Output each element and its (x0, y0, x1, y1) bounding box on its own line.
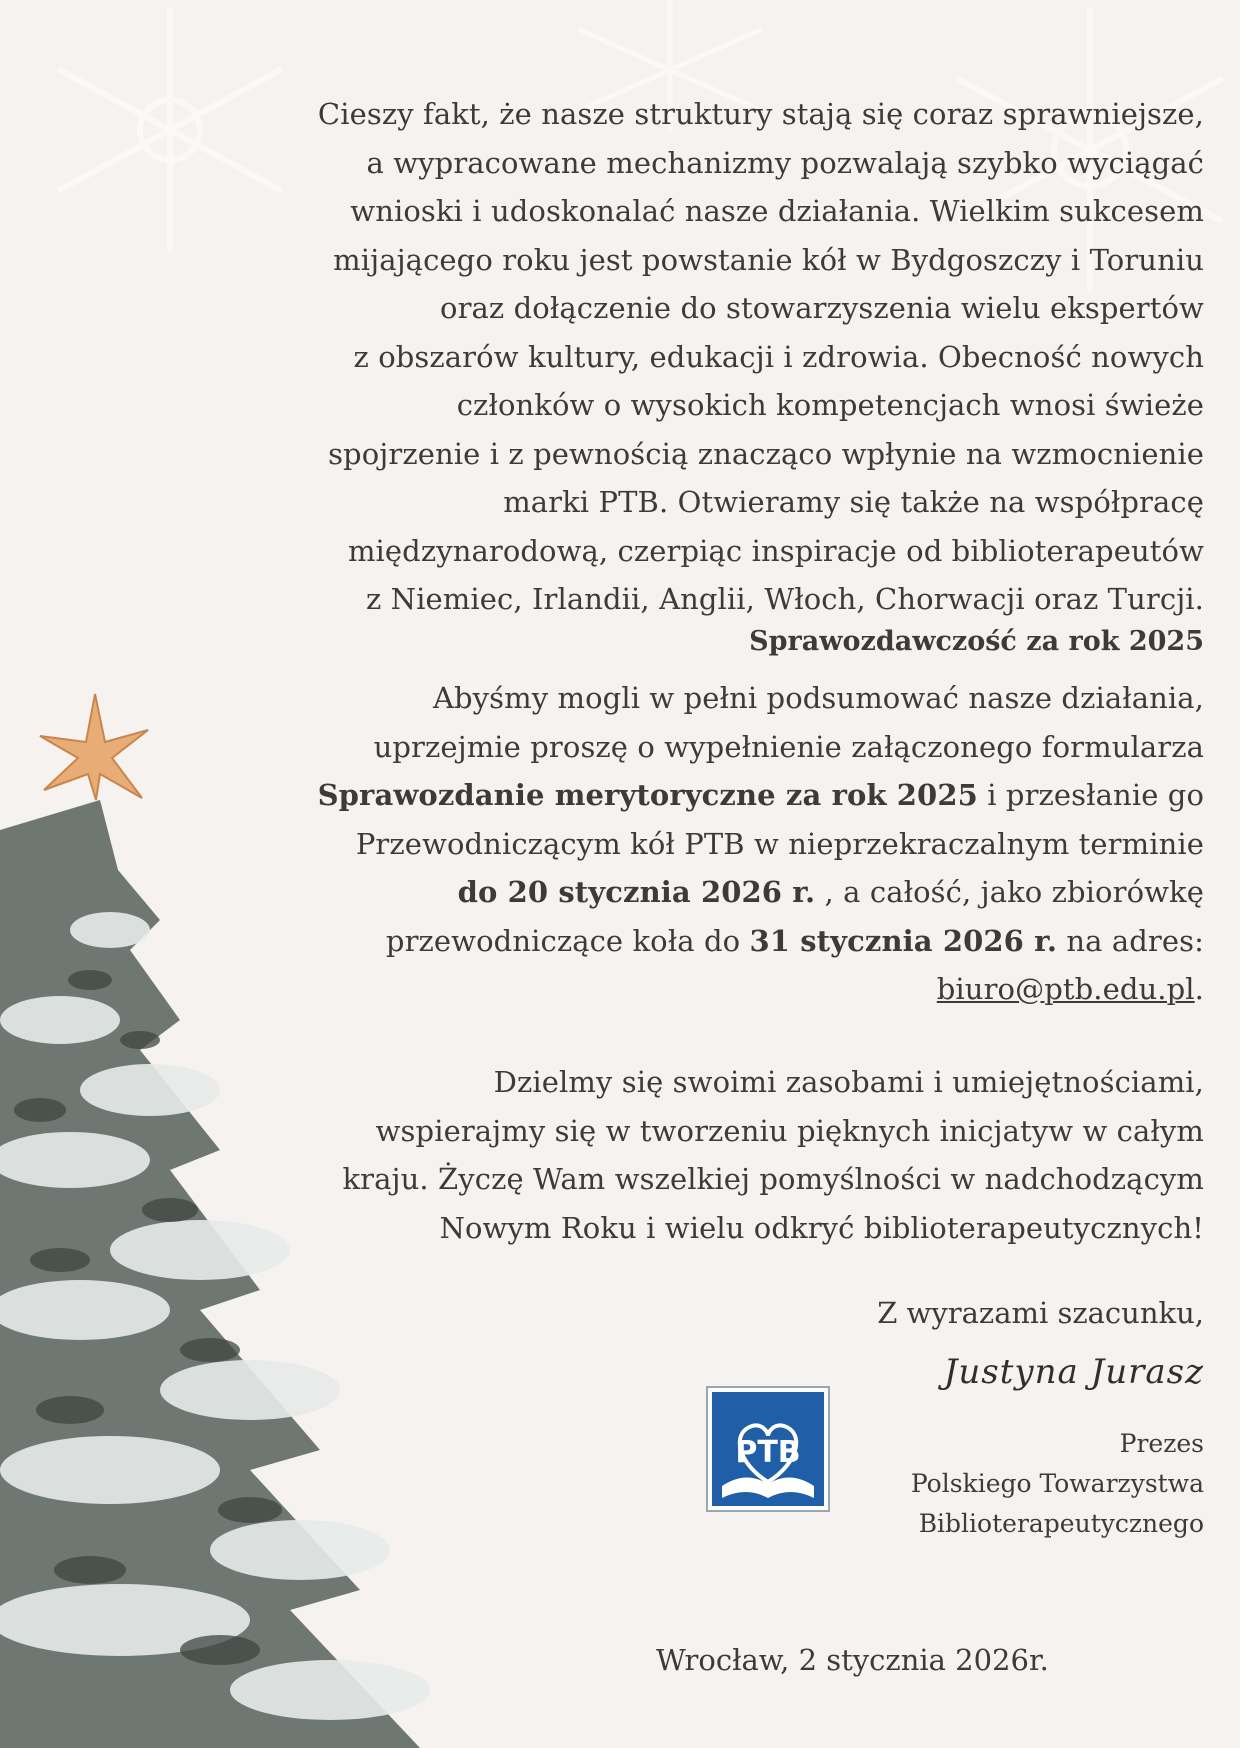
regards-line: Z wyrazami szacunku, (877, 1296, 1204, 1330)
text-line (264, 965, 1204, 1014)
star-icon (40, 694, 148, 800)
text-line (264, 868, 1204, 917)
text-line: Abyśmy mogli w pełni podsumować nasze działania, (432, 681, 1204, 715)
text-line: wspierajmy się w tworzeniu pięknych inicjatyw w całym (375, 1113, 1204, 1148)
email-link[interactable]: biuro@ptb.edu.pl (936, 972, 1195, 1006)
intro-paragraph (264, 90, 1204, 624)
text-line: uprzejmie proszę o wypełnienie załączonego formularza (373, 729, 1204, 764)
text-fragment: . (1194, 972, 1204, 1006)
text-line: oraz dołączenie do stowarzyszenia wielu ekspertów (440, 291, 1204, 325)
form-name: Sprawozdanie merytoryczne za rok 2025 (317, 778, 978, 812)
report-section-heading: Sprawozdawczość za rok 2025 (749, 626, 1204, 657)
text-fragment: przewodniczące koła do (385, 923, 750, 958)
text-fragment: i przesłanie go (977, 778, 1204, 812)
date-place: Wrocław, 2 stycznia 2026r. (656, 1643, 1049, 1677)
text-line: kraju. Życzę Wam wszelkiej pomyślności w nadchodzącym (342, 1162, 1204, 1196)
signature: Justyna Jurasz (943, 1352, 1204, 1392)
text-line: Polskiego Towarzystwa (910, 1469, 1204, 1498)
report-paragraph (264, 674, 1204, 1014)
text-line: Dzielmy się swoimi zasobami i umiejętnościami, (493, 1065, 1204, 1099)
text-line: Nowym Roku i wielu odkryć biblioterapeutycznych! (439, 1210, 1204, 1245)
closing-paragraph (264, 1058, 1204, 1252)
text-line: międzynarodową, czerpiąc inspiracje od biblioterapeutów (347, 533, 1204, 568)
logo-text: PTB (735, 1435, 801, 1470)
text-line: członków o wysokich kompetencjach wnosi świeże (456, 388, 1204, 422)
text-line: Biblioterapeutycznego (918, 1509, 1204, 1538)
text-line: z Niemiec, Irlandii, Anglii, Włoch, Chorwacji oraz Turcji. (365, 582, 1204, 616)
text-line: z obszarów kultury, edukacji i zdrowia. Obecność nowych (353, 339, 1204, 374)
text-fragment: , a całość, jako zbiorówkę (815, 875, 1204, 909)
text-line: Prezes (1119, 1429, 1204, 1458)
text-line: Cieszy fakt, że nasze struktury stają się coraz sprawniejsze, (317, 97, 1204, 131)
text-line: spojrzenie i z pewnością znacząco wpłynie na wzmocnienie (328, 436, 1204, 471)
text-line (264, 917, 1204, 966)
text-line (264, 771, 1204, 820)
text-line: marki PTB. Otwieramy się także na współpracę (503, 485, 1204, 519)
text-line: a wypracowane mechanizmy pozwalają szybko wyciągać (366, 145, 1204, 180)
text-line: wnioski i udoskonalać nasze działania. Wielkim sukcesem (350, 194, 1204, 228)
deadline-circles: do 20 stycznia 2026 r. (457, 875, 816, 909)
text-line: mijającego roku jest powstanie kół w Bydgoszczy i Toruniu (333, 242, 1204, 277)
deadline-summary: 31 stycznia 2026 r. (749, 923, 1058, 958)
ptb-logo (706, 1386, 830, 1512)
signatory-role (911, 1424, 1204, 1544)
text-fragment: na adres: (1057, 923, 1204, 958)
text-line: Przewodniczącym kół PTB w nieprzekraczalnym terminie (355, 826, 1204, 861)
